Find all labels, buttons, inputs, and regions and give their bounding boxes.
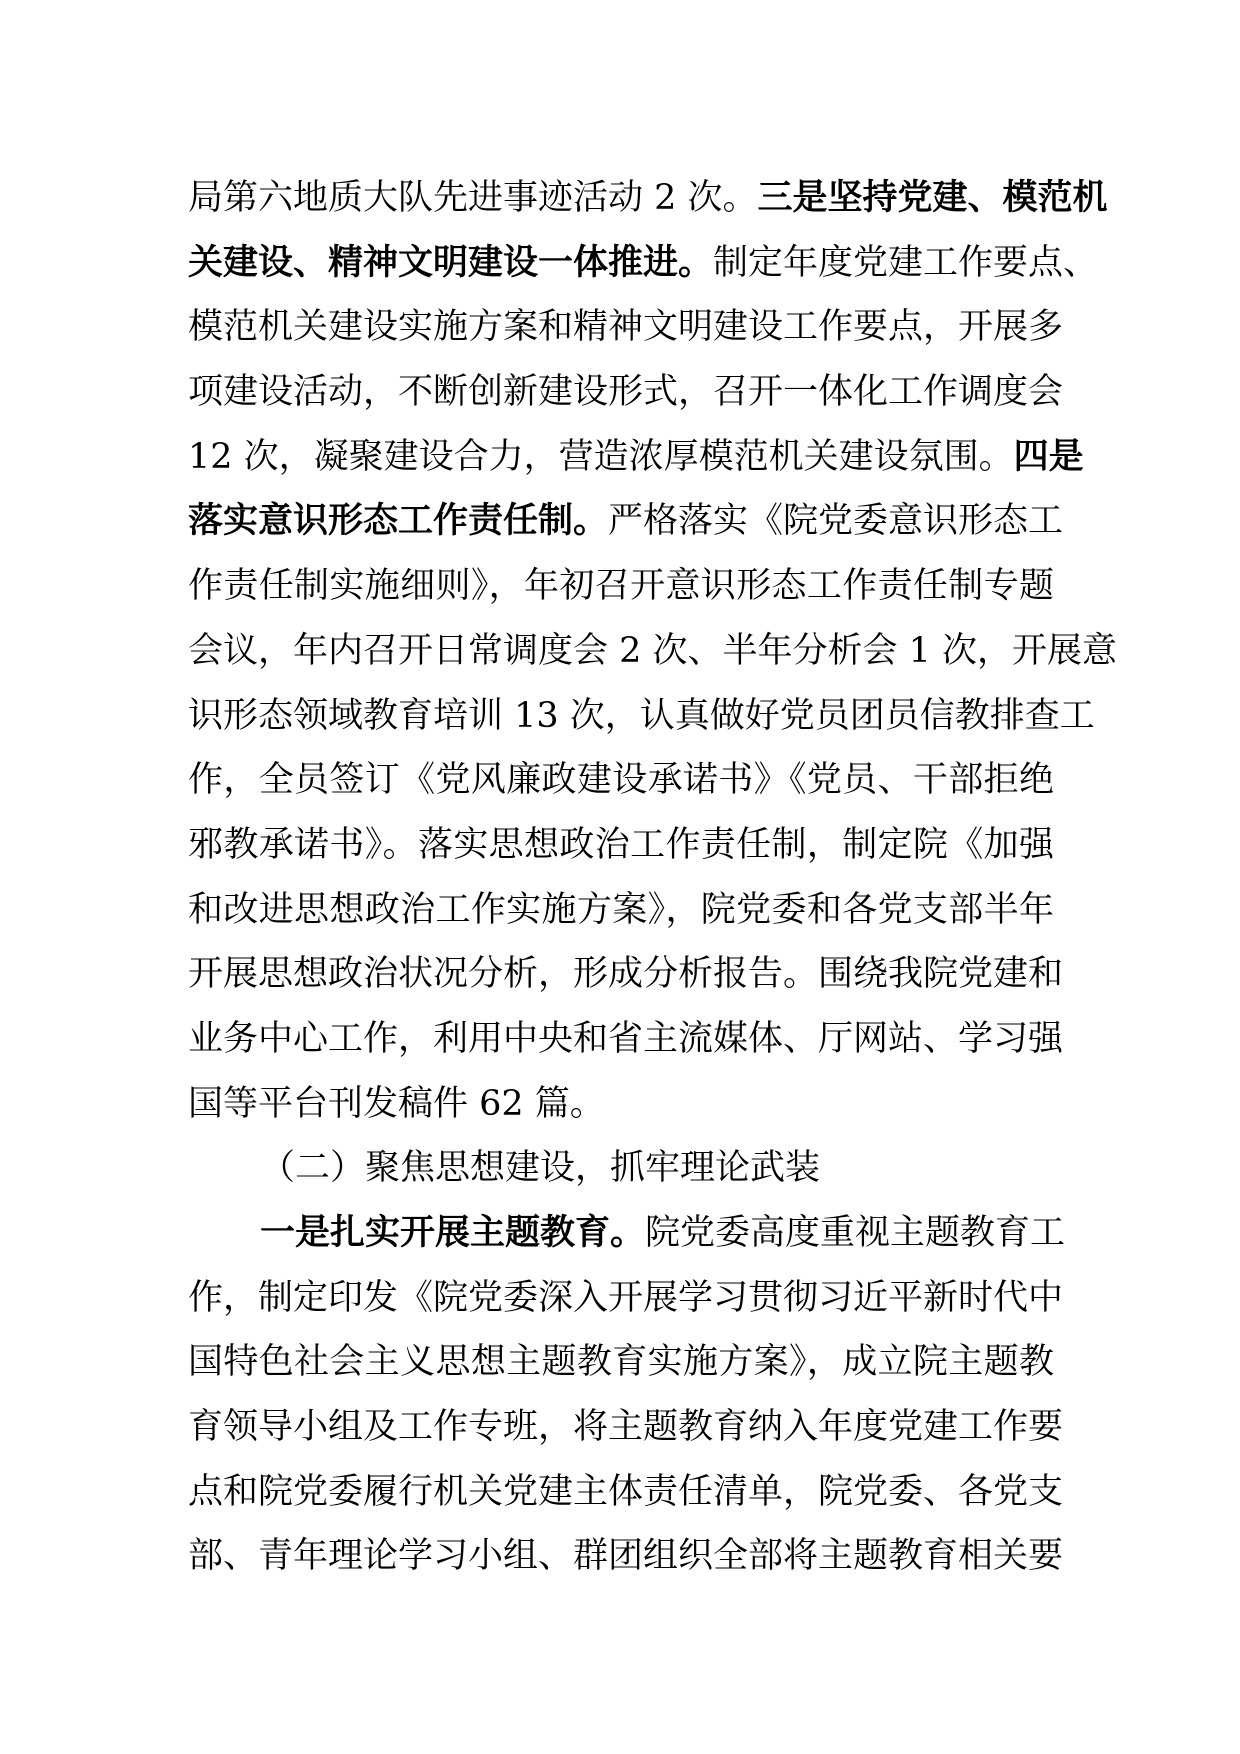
section-heading [188,1136,1054,1201]
body-text: 会议，年内召开日常调度会 2 次、半年分析会 1 次，开展意 [188,630,1118,671]
text-line [188,166,1108,231]
text-line [188,619,1118,684]
text-line [188,1330,1054,1395]
body-text: 12 次，凝聚建设合力，营造浓厚模范机关建设氛围。 [188,436,1014,477]
text-line [188,489,1064,554]
body-text: 院党委高度重视主题教育工 [645,1213,1066,1253]
text-line [188,295,1064,360]
text-line [188,231,1099,296]
text-line [188,554,1054,619]
body-text: 制定年度党建工作要点、 [713,242,1099,283]
text-line [188,1266,1064,1331]
body-text: 严格落实《院党委意识形态工 [608,501,1064,542]
body-text: 作，全员签订《党风廉政建设承诺书》《党员、干部拒绝 [188,760,1054,801]
bold-lead-text: 一是扎实开展主题教育。 [260,1213,646,1253]
bold-lead-text: 三是坚持党建、模范机 [757,178,1108,218]
body-text: 部、青年理论学习小组、群团组织全部将主题教育相关要 [188,1536,1064,1577]
bold-lead-text: 关建设、精神文明建设一体推进。 [188,242,714,283]
text-line [188,1072,1054,1137]
text-line [188,878,1054,943]
body-text: 国特色社会主义思想主题教育实施方案》，成立院主题教 [188,1342,1054,1383]
text-line [188,942,1064,1007]
text-line [188,425,1084,490]
text-line [188,748,1054,813]
body-text: 育领导小组及工作专班，将主题教育纳入年度党建工作要 [188,1407,1064,1448]
text-line [188,813,1054,878]
text-line [188,1007,1064,1072]
text-line [188,1460,1064,1525]
body-text: 邪教承诺书》。落实思想政治工作责任制，制定院《加强 [188,824,1054,865]
text-line [188,1201,1066,1266]
document-body [188,166,1118,1589]
text-line [188,1395,1064,1460]
body-text: 作责任制实施细则》，年初召开意识形态工作责任制专题 [188,566,1054,607]
body-text: 项建设活动，不断创新建设形式，召开一体化工作调度会 [188,372,1064,413]
bold-lead-text: 四是 [1013,436,1084,477]
body-text: 和改进思想政治工作实施方案》，院党委和各党支部半年 [188,889,1054,930]
text-line [188,1524,1064,1589]
bold-lead-text: 落实意识形态工作责任制。 [188,501,609,542]
text-line [188,360,1064,425]
body-text: 点和院党委履行机关党建主体责任清单，院党委、各党支 [188,1471,1064,1512]
body-text: 业务中心工作，利用中央和省主流媒体、厅网站、学习强 [188,1018,1064,1059]
body-text: 识形态领域教育培训 13 次，认真做好党员团员信教排查工 [188,695,1095,736]
body-text: 国等平台刊发稿件 62 篇。 [188,1083,605,1124]
body-text: （二）聚焦思想建设，抓牢理论武装 [260,1148,821,1189]
text-line [188,684,1095,749]
body-text: 模范机关建设实施方案和精神文明建设工作要点，开展多 [188,307,1064,348]
body-text: 作，制定印发《院党委深入开展学习贯彻习近平新时代中 [188,1277,1064,1318]
body-text: 开展思想政治状况分析，形成分析报告。围绕我院党建和 [188,954,1064,995]
body-text: 局第六地质大队先进事迹活动 2 次。 [188,178,758,218]
